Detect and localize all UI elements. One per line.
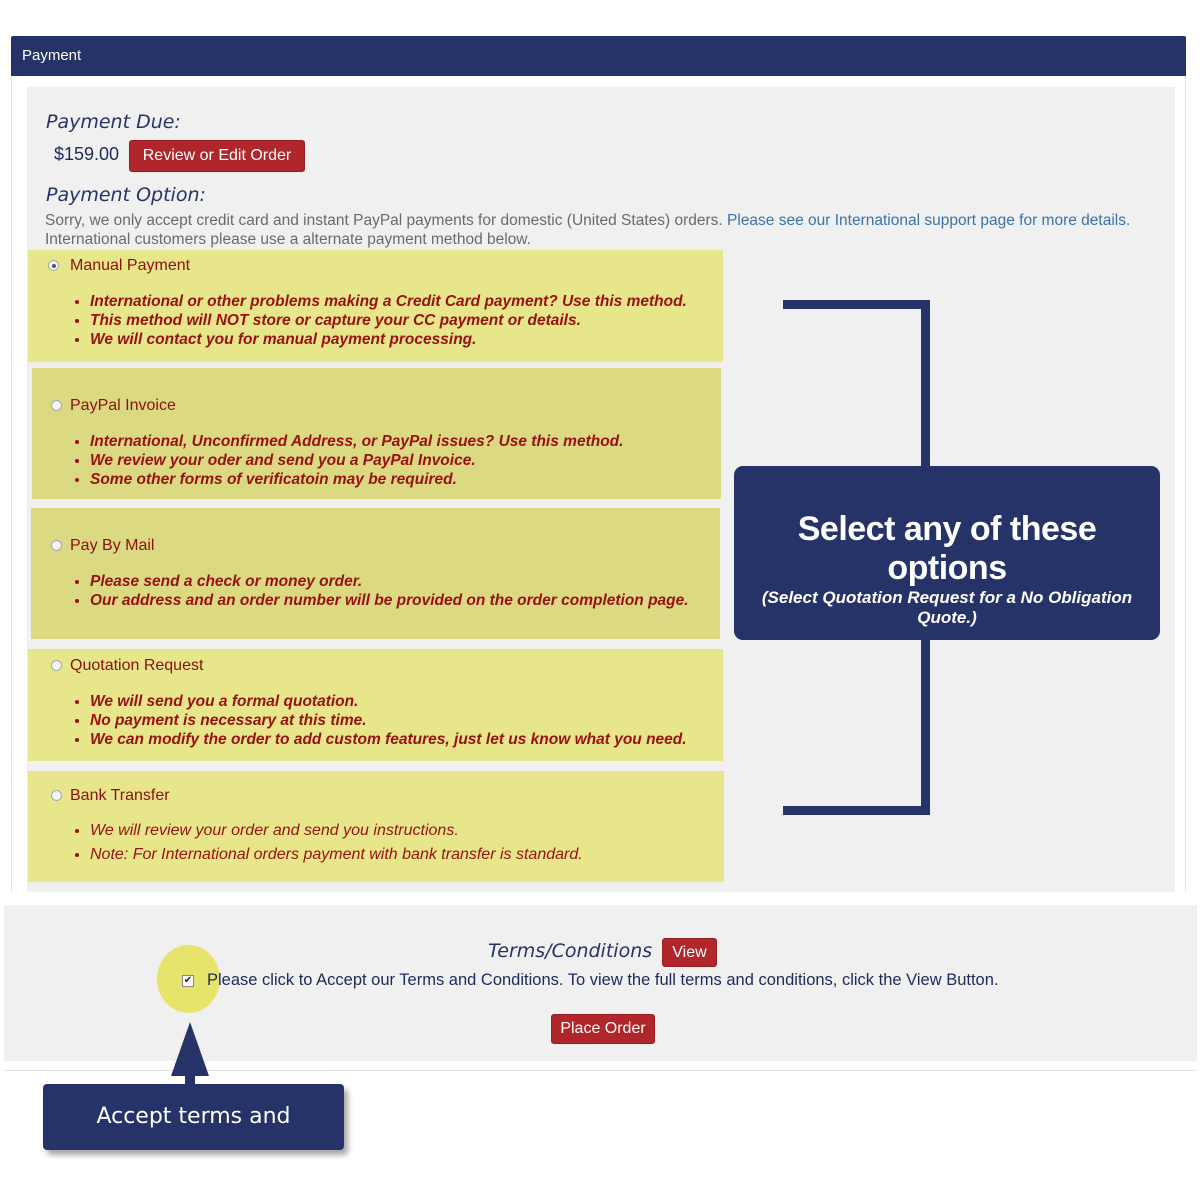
arrow-up-icon bbox=[171, 1022, 209, 1076]
option-title: Manual Payment bbox=[70, 257, 191, 274]
option-bullets bbox=[90, 572, 689, 610]
accept-terms-text: Please click to Accept our Terms and Conditions. To view the full terms and conditions, click the View Button. bbox=[207, 971, 999, 989]
payment-option-label: Payment Option: bbox=[46, 184, 206, 206]
option-manual-payment[interactable] bbox=[28, 250, 723, 362]
option-paypal-invoice[interactable] bbox=[32, 368, 721, 499]
manual-payment-radio[interactable] bbox=[48, 260, 59, 271]
paypal-invoice-radio[interactable] bbox=[51, 400, 62, 411]
list-item: • We will send you a formal quotation. bbox=[90, 692, 687, 711]
option-title: PayPal Invoice bbox=[70, 397, 176, 414]
terms-label: Terms/Conditions bbox=[488, 940, 653, 962]
list-item: • We review your oder and send you a PayPal Invoice. bbox=[90, 451, 623, 470]
options-callout bbox=[734, 466, 1160, 640]
list-item: • International, Unconfirmed Address, or PayPal issues? Use this method. bbox=[90, 432, 623, 451]
place-order-button[interactable]: Place Order bbox=[551, 1014, 655, 1044]
list-item: • We will contact you for manual payment processing. bbox=[90, 330, 687, 349]
review-edit-order-button[interactable]: Review or Edit Order bbox=[129, 140, 305, 172]
list-item: • We can modify the order to add custom features, just let us know what you need. bbox=[90, 730, 687, 749]
accept-terms-annotation: Accept terms and conditions bbox=[43, 1084, 344, 1150]
list-item: • Our address and an order number will be provided on the order completion page. bbox=[90, 591, 689, 610]
payment-notice bbox=[45, 211, 1155, 249]
callout-title: Select any of these options bbox=[797, 510, 1097, 587]
bank-transfer-radio[interactable] bbox=[51, 790, 62, 801]
list-item: • This method will NOT store or capture your CC payment or details. bbox=[90, 311, 687, 330]
bracket-upper-line bbox=[921, 300, 930, 470]
option-title: Bank Transfer bbox=[70, 787, 170, 804]
notice-tail: International customers please use a alternate payment method below. bbox=[45, 231, 531, 248]
view-terms-button[interactable]: View bbox=[662, 938, 717, 967]
option-bullets bbox=[90, 819, 583, 867]
payment-due-amount: $159.00 bbox=[54, 144, 120, 164]
option-bullets bbox=[90, 292, 687, 349]
bracket-bottom-line bbox=[783, 806, 930, 815]
payment-due-label: Payment Due: bbox=[46, 111, 181, 133]
option-bank-transfer[interactable] bbox=[28, 771, 724, 882]
list-item: • Please send a check or money order. bbox=[90, 572, 689, 591]
accept-terms-checkbox[interactable]: ✔ bbox=[183, 975, 193, 986]
list-item: • Some other forms of verificatoin may be required. bbox=[90, 470, 623, 489]
option-bullets bbox=[90, 432, 623, 489]
option-pay-by-mail[interactable] bbox=[31, 508, 720, 639]
option-title: Pay By Mail bbox=[70, 537, 155, 554]
list-item: • We will review your order and send you instructions. bbox=[90, 819, 583, 843]
pay-by-mail-radio[interactable] bbox=[51, 540, 62, 551]
notice-text: Sorry, we only accept credit card and instant PayPal payments for domestic (United States) orders. bbox=[45, 212, 723, 229]
panel-title: Payment bbox=[22, 47, 82, 64]
list-item: • Note: For International orders payment with bank transfer is standard. bbox=[90, 843, 583, 867]
option-bullets bbox=[90, 692, 687, 749]
bracket-top-line bbox=[783, 300, 930, 309]
list-item: • No payment is necessary at this time. bbox=[90, 711, 687, 730]
list-item: • International or other problems making a Credit Card payment? Use this method. bbox=[90, 292, 687, 311]
payment-panel-header bbox=[11, 36, 1186, 76]
bracket-lower-line bbox=[921, 638, 930, 815]
international-support-link[interactable]: Please see our International support page for more details. bbox=[727, 212, 1131, 229]
callout-subtitle: (Select Quotation Request for a No Obligation Quote.) bbox=[761, 588, 1133, 627]
option-quotation-request[interactable] bbox=[28, 649, 723, 761]
option-title: Quotation Request bbox=[70, 657, 204, 674]
quotation-request-radio[interactable] bbox=[51, 660, 62, 671]
